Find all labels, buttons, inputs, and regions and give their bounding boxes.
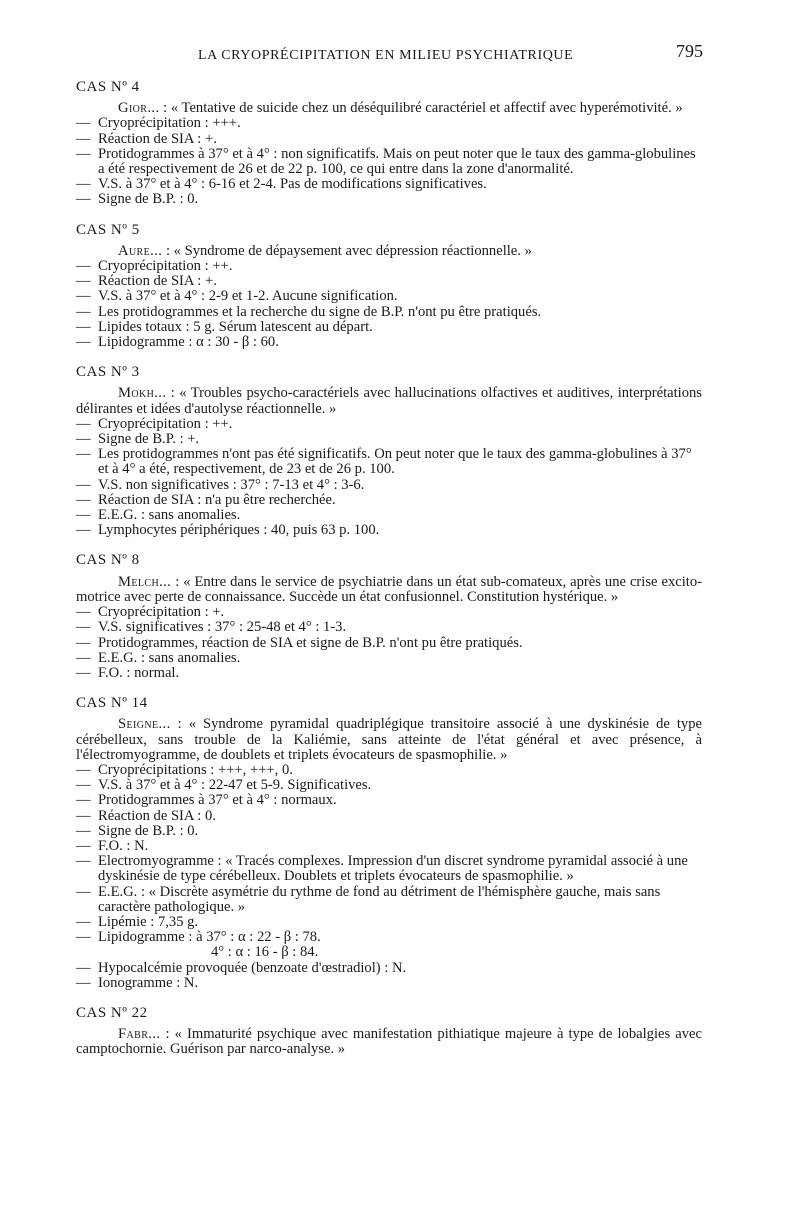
finding-item: — V.S. à 37° et à 4° : 2-9 et 1-2. Aucune signification. (76, 289, 702, 304)
case-title: CAS Nº 4 (76, 79, 140, 95)
page-number: 795 (676, 41, 703, 61)
finding-item: — Protidogrammes, réaction de SIA et signe de B.P. n'ont pu être pratiqués. (76, 636, 702, 651)
findings-list (76, 605, 702, 681)
intro-text: : « Tentative de suicide chez un déséquilibré caractériel et affectif avec hyperémotivité. » (159, 100, 683, 117)
case-title: CAS Nº 8 (76, 552, 140, 569)
finding-item: — Hypocalcémie provoquée (benzoate d'œstradiol) : N. (76, 961, 702, 976)
finding-item: — Cryoprécipitation : +. (76, 605, 702, 620)
finding-item: — Cryoprécipitation : ++. (76, 417, 702, 432)
finding-item: — Réaction de SIA : +. (76, 274, 702, 289)
case-intro (76, 101, 702, 116)
intro-text: : « Immaturité psychique avec manifestation pithiatique majeure à type de lobalgies avec camptochornie. Guérison par narco-analyse. » (76, 1026, 702, 1058)
finding-item: — V.S. non significatives : 37° : 7-13 et 4° : 3-6. (76, 478, 702, 493)
patient-name: Mokh... (118, 385, 167, 402)
finding-item: — Cryoprécipitation : ++. (76, 259, 702, 274)
finding-item: — Electromyogramme : « Tracés complexes. Impression d'un discret syndrome pyramidal associé à une dyskinésie de type cérébelleux. Doublets et triplets évocateurs de spasmophilie. » (76, 854, 702, 884)
patient-name: Fabr... (118, 1026, 161, 1043)
case-3 (76, 365, 702, 538)
finding-item: — Réaction de SIA : n'a pu être recherchée. (76, 493, 702, 508)
case-8 (76, 553, 702, 681)
finding-item: — V.S. à 37° et à 4° : 22-47 et 5-9. Significatives. (76, 778, 702, 793)
finding-item: — Les protidogrammes et la recherche du signe de B.P. n'ont pu être pratiqués. (76, 305, 702, 320)
findings-list (76, 763, 702, 991)
findings-list (76, 259, 702, 350)
finding-item: — Réaction de SIA : +. (76, 132, 702, 147)
finding-item: — Lipidogramme : à 37° : α : 22 - β : 78. (76, 930, 702, 945)
finding-item: — E.E.G. : sans anomalies. (76, 508, 702, 523)
intro-text: : « Syndrome de dépaysement avec dépression réactionnelle. » (162, 242, 532, 259)
finding-item: — V.S. à 37° et à 4° : 6-16 et 2-4. Pas de modifications significatives. (76, 177, 702, 192)
finding-item: — Ionogramme : N. (76, 976, 702, 991)
finding-item: — V.S. significatives : 37° : 25-48 et 4° : 1-3. (76, 620, 702, 635)
finding-item: — Protidogrammes à 37° et à 4° : non significatifs. Mais on peut noter que le taux des gamma-globulines a été respectivement de 26 et de 22 p. 100, ce qui entre dans la zone d'anormalité. (76, 147, 702, 177)
finding-item: — E.E.G. : sans anomalies. (76, 651, 702, 666)
running-title: LA CRYOPRÉCIPITATION EN MILIEU PSYCHIATRIQUE (198, 48, 574, 63)
case-intro (76, 575, 702, 605)
finding-item: — Réaction de SIA : 0. (76, 809, 702, 824)
finding-item: — Cryoprécipitation : +++. (76, 116, 702, 131)
case-22 (76, 1006, 702, 1058)
case-intro (76, 244, 702, 259)
case-title: CAS Nº 22 (76, 1004, 148, 1021)
patient-name: Aure... (118, 242, 163, 259)
finding-item: — Signe de B.P. : 0. (76, 824, 702, 839)
case-4 (76, 80, 702, 208)
finding-item: — E.E.G. : « Discrète asymétrie du rythme de fond au détriment de l'hémisphère gauche, mais sans caractère pathologique. » (76, 885, 702, 915)
intro-text: : « Entre dans le service de psychiatrie dans un état sub-comateux, après une crise excito-motrice avec perte de connaissance. Succède un état confusionnel. Constitution hystérique. » (76, 573, 702, 605)
finding-item: — F.O. : normal. (76, 666, 702, 681)
case-intro (76, 386, 702, 416)
finding-continuation (76, 945, 702, 960)
document-body (76, 80, 702, 1058)
case-intro (76, 1027, 702, 1057)
case-title: CAS Nº 14 (76, 695, 148, 712)
finding-item: — Cryoprécipitations : +++, +++, 0. (76, 763, 702, 778)
findings-list (76, 417, 702, 539)
finding-item: — Protidogrammes à 37° et à 4° : normaux. (76, 793, 702, 808)
case-title: CAS Nº 5 (76, 221, 140, 238)
finding-item: — F.O. : N. (76, 839, 702, 854)
finding-item: — Signe de B.P. : 0. (76, 192, 702, 207)
patient-name: Melch... (118, 573, 172, 590)
finding-item: — Les protidogrammes n'ont pas été significatifs. On peut noter que le taux des gamma-globulines à 37° et à 4° a été, respectivement, de 23 et de 26 p. 100. (76, 447, 702, 477)
intro-text: : « Syndrome pyramidal quadriplégique transitoire associé à une dyskinésie de type cérébelleux, sans trouble de la Kaliémie, sans atteinte de l'état général et avec présence, à l'électromyogramme, de doublets et triplets évocateurs de spasmophilie. » (76, 716, 702, 763)
patient-name: Seigne... (118, 716, 171, 733)
finding-item: — Signe de B.P. : +. (76, 432, 702, 447)
case-5 (76, 223, 702, 351)
patient-name: Gior... (118, 100, 160, 117)
lipidogram-4deg: 4° : α : 16 - β : 84. (211, 944, 319, 961)
intro-text: : « Troubles psycho-caractériels avec hallucinations olfactives et auditives, interprétations délirantes et idées d'autolyse réactionnelle. » (76, 385, 702, 417)
case-title: CAS Nº 3 (76, 364, 140, 381)
findings-list (76, 116, 702, 207)
finding-item: — Lipides totaux : 5 g. Sérum latescent au départ. (76, 320, 702, 335)
case-14 (76, 696, 702, 991)
finding-item: — Lipémie : 7,35 g. (76, 915, 702, 930)
finding-item: — Lipidogramme : α : 30 - β : 60. (76, 335, 702, 350)
page-header (0, 41, 800, 68)
finding-item: — Lymphocytes périphériques : 40, puis 63 p. 100. (76, 523, 702, 538)
case-intro (76, 717, 702, 763)
